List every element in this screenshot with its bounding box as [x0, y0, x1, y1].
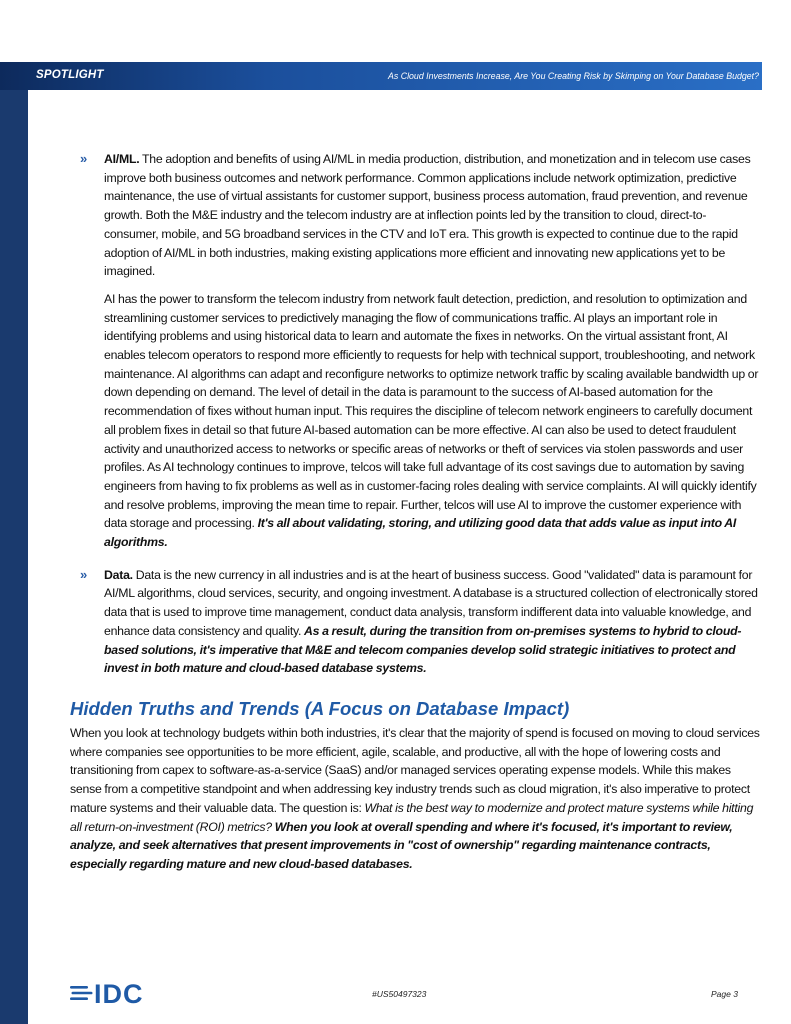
section-text: When you look at technology budgets within both industries, it's clear that the majority of spend is focused on moving to cloud services where companies see opportunities to be more efficient, agile, scalable, and productive, all with the hope of lowering costs and transitioning from capex to software-as-a-service (SaaS) and/or managed services operating expense models. While this makes sense from a competitive standpoint and when addressing key industry trends such as cloud migration, it's also imperative to protect mature systems and their valuable data. The question is: — [70, 725, 760, 815]
data-lead: Data. — [104, 567, 133, 582]
data-paragraph — [104, 566, 760, 678]
aiml-emphasis: It's all about validating, storing, and utilizing good data that adds value as input into AI algorithms. — [104, 516, 737, 550]
bullet-aiml — [70, 150, 760, 552]
idc-logo-mark-icon — [70, 980, 162, 1006]
left-sidebar-bar — [0, 62, 28, 1024]
aiml-paragraph-1 — [104, 150, 760, 281]
aiml-text-1: The adoption and benefits of using AI/ML in media production, distribution, and monetization and in telecom use cases improve both business outcomes and network performance. Common applications include network optimization, predictive maintenance, the use of virtual assistants for customer support, business process automation, fraud prevention, and revenue growth. Both the M&E industry and the telecom industry are at inflection points led by the transition to cloud, direct-to-consumer, mobile, and 5G broadband services in the CTV and IoT era. This growth is expected to continue due to the rapid adoption of AI/ML in both industries, making existing applications more efficient and innovating new applications yet to be imagined. — [104, 152, 751, 279]
page-number: Page 3 — [711, 989, 738, 999]
document-id: #US50497323 — [372, 989, 427, 999]
idc-logo-text: IDC — [94, 980, 144, 1006]
bullet-marker-icon: » — [80, 151, 88, 166]
main-content — [70, 150, 760, 874]
section-emphasis: When you look at overall spending and where it's focused, it's important to review, analyze, and seek alternatives that present improvements in "cost of ownership" regarding maintenance contracts, especially regarding mature and new cloud-based databases. — [70, 819, 733, 871]
section-label: SPOTLIGHT — [36, 69, 104, 81]
data-text: Data is the new currency in all industries and is at the heart of business success. Good "validated" data is paramount for AI/ML algorithms, cloud services, security, and ongoing investment. A database is a structured collection of electronically stored data that is used to improve time management, conduct data analysis, transform indifferent data into valuable knowledge, and enhance data consistency and quality. — [104, 567, 758, 638]
report-title: As Cloud Investments Increase, Are You Creating Risk by Skimping on Your Database Budget? — [388, 71, 759, 81]
aiml-text-2: AI has the power to transform the telecom industry from network fault detection, prediction, and resolution to optimization and streamlining customer services to predictively managing the flow of communications traffic. AI plays an important role in identifying problems and using historical data to learn and automate the fixes in networks. On the virtual assistant front, AI enables telecom operators to respond more efficiently to requests for help with technical support, troubleshooting, and network maintenance. AI algorithms can adapt and reconfigure networks to optimize network traffic by scaling available bandwidth up or down depending on demand. The level of detail in the data is paramount to the success of AI-based automation for the recommendation of fixes without human input. This requires the discipline of telecom network engineers to carefully document all problem fixes in detail so that future AI-based automation can be more effective. AI can also be used to detect fraudulent activity and unauthorized access to networks or specific areas of networks or theft of services via stolen passwords and user profiles. As AI technology continues to improve, telcos will take full advantage of its cost savings due to automation by saving engineers from having to fix problems as well as in customer-facing roles dealing with service complaints. AI will quickly identify and resolve problems, improving the mean time to repair. Further, telcos will use AI to improve the customer experience with data storage and processing. — [104, 291, 759, 531]
idc-logo — [70, 980, 162, 1006]
section-paragraph — [70, 724, 760, 874]
bullet-marker-icon: » — [80, 566, 88, 582]
section-heading: Hidden Truths and Trends (A Focus on Database Impact) — [70, 697, 570, 719]
data-emphasis: As a result, during the transition from on-premises systems to hybrid to cloud-based solutions, it's imperative that M&E and telecom companies develop solid strategic initiatives to protect and invest in both mature and cloud-based database systems. — [104, 623, 742, 676]
section-question: What is the best way to modernize and protect mature systems while hitting all return-on-investment (ROI) metrics? — [70, 800, 754, 834]
aiml-lead: AI/ML. — [104, 152, 140, 166]
aiml-paragraph-2 — [104, 290, 760, 552]
bullet-data — [70, 566, 760, 678]
